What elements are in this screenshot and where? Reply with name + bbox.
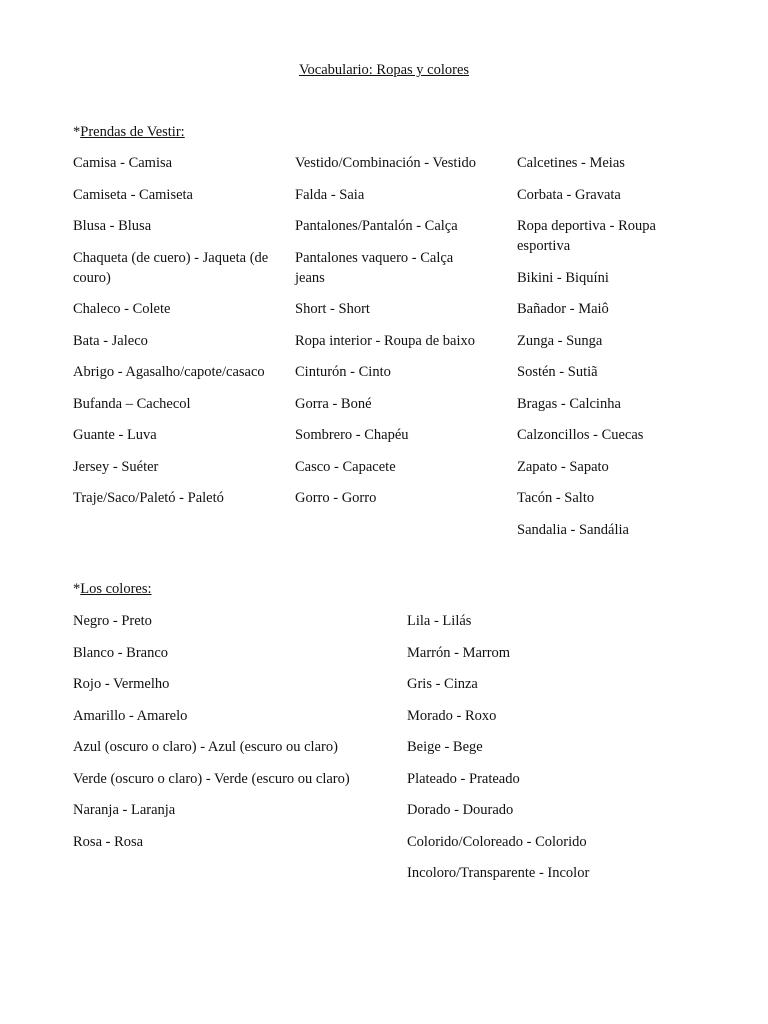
vocab-item: Sostén - Sutiã — [517, 364, 598, 380]
clothes-heading-text: Prendas de Vestir: — [80, 124, 185, 140]
vocab-item: Bañador - Maiô — [517, 301, 609, 317]
vocab-item: Corbata - Gravata — [517, 186, 621, 203]
vocab-item: Chaqueta (de cuero) - Jaqueta (de couro) — [73, 249, 269, 286]
vocab-item: Amarillo - Amarelo — [73, 707, 188, 724]
vocab-item: Blusa - Blusa — [73, 218, 152, 234]
vocab-item: Bufanda – Cachecol — [73, 395, 191, 412]
vocab-item: Calcetines - Meias — [517, 155, 625, 171]
clothes-column-1 — [73, 153, 273, 520]
vocab-item: Camisa - Camisa — [73, 155, 173, 171]
vocab-item: Colorido/Coloreado - Colorido — [407, 833, 587, 850]
vocab-item: Ropa deportiva - Roupa esportiva — [517, 218, 656, 254]
colors-heading-prefix: * — [73, 581, 81, 597]
vocab-item: Abrigo - Agasalho/capote/casaco — [73, 364, 265, 380]
vocab-item: Short - Short — [295, 301, 370, 317]
vocab-item: Beige - Bege — [407, 739, 483, 755]
clothes-column-2 — [295, 153, 477, 520]
vocab-item: Blanco - Branco — [73, 644, 169, 661]
vocab-item: Sandalia - Sandália — [517, 521, 629, 538]
vocab-item: Rosa - Rosa — [73, 833, 144, 850]
vocab-item: Gorro - Gorro — [295, 490, 377, 506]
vocab-item: Pantalones vaquero - Calça jeans — [295, 249, 454, 286]
vocab-item: Naranja - Laranja — [73, 802, 176, 818]
vocab-item: Jersey - Suéter — [73, 458, 159, 475]
vocab-item: Sombrero - Chapéu — [295, 427, 409, 443]
vocab-item: Verde (oscuro o claro) - Verde (escuro ou claro) — [73, 770, 350, 787]
document-title: Vocabulario: Ropas y colores — [298, 62, 470, 78]
vocab-item: Gorra - Boné — [295, 395, 372, 412]
colors-column-2 — [407, 611, 707, 895]
vocab-item: Ropa interior - Roupa de baixo — [295, 332, 475, 349]
vocab-item: Bikini - Biquíni — [517, 269, 609, 286]
vocab-item: Traje/Saco/Paletó - Paletó — [73, 490, 224, 506]
vocab-item: Plateado - Prateado — [407, 770, 520, 787]
vocab-item: Marrón - Marrom — [407, 644, 511, 661]
vocab-item: Lila - Lilás — [407, 613, 472, 629]
vocab-item: Negro - Preto — [73, 613, 152, 629]
colors-column-1 — [73, 611, 373, 863]
vocab-item: Camiseta - Camiseta — [73, 186, 193, 203]
vocab-item: Guante - Luva — [73, 427, 157, 443]
vocab-item: Dorado - Dourado — [407, 802, 514, 818]
vocab-item: Chaleco - Colete — [73, 301, 171, 317]
vocab-item: Rojo - Vermelho — [73, 676, 170, 692]
vocab-item: Cinturón - Cinto — [295, 364, 391, 380]
vocab-item: Vestido/Combinación - Vestido — [295, 155, 476, 171]
vocab-item: Bata - Jaleco — [73, 332, 148, 349]
vocab-item: Falda - Saia — [295, 186, 365, 203]
vocab-item: Pantalones/Pantalón - Calça — [295, 218, 458, 234]
vocab-item: Gris - Cinza — [407, 676, 478, 692]
vocab-item: Bragas - Calcinha — [517, 395, 621, 412]
clothes-column-3 — [517, 153, 699, 551]
vocab-item: Morado - Roxo — [407, 707, 497, 724]
vocab-item: Calzoncillos - Cuecas — [517, 427, 644, 443]
clothes-section-heading — [73, 122, 185, 142]
colors-section-heading — [73, 579, 152, 599]
vocab-item: Tacón - Salto — [517, 490, 595, 506]
vocab-item: Azul (oscuro o claro) - Azul (escuro ou claro) — [73, 739, 338, 755]
vocab-item: Zapato - Sapato — [517, 458, 609, 475]
vocab-item: Casco - Capacete — [295, 458, 396, 475]
colors-heading-text: Los colores: — [80, 581, 152, 597]
vocab-item: Zunga - Sunga — [517, 332, 603, 349]
vocab-item: Incoloro/Transparente - Incolor — [407, 865, 590, 881]
clothes-heading-prefix: * — [73, 124, 81, 140]
